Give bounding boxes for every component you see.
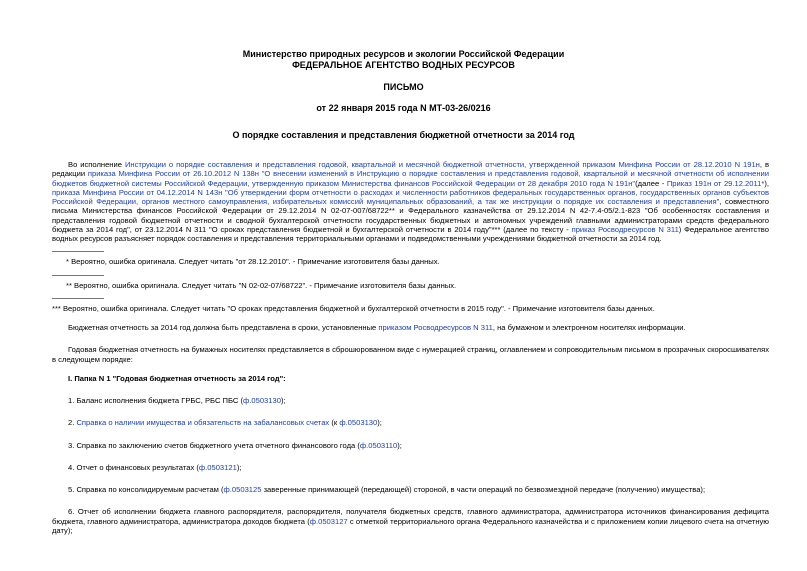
text-run: 3. Справка по заключению счетов бюджетного учета отчетного финансового года ( xyxy=(68,440,360,450)
footnote-divider xyxy=(52,275,104,276)
link-off-balance-certificate[interactable]: Справка о наличии имущества и обязательств на забалансовых счетах xyxy=(76,418,330,428)
spacer xyxy=(52,405,769,418)
text-run: 1. Баланс исполнения бюджета ГРБС, РБС ПБС ( xyxy=(68,396,244,405)
link-order-311-deadlines[interactable]: приказом Росводресурсов N 311 xyxy=(378,323,493,332)
paragraph-paper-format: Годовая бюджетная отчетность на бумажных носителях представляется в сброшюрованном виде с нумерацией страниц, оглавлением и сопроводительным письмом в прозрачных скоросшивателях в следующем порядке: xyxy=(52,345,769,364)
spacer xyxy=(52,450,769,463)
text-run: 5. Справка по консолидируемым расчетам ( xyxy=(68,485,224,494)
text-run: ); xyxy=(236,462,242,472)
document-subject: О порядке составления и представления бюджетной отчетности за 2014 год xyxy=(232,130,575,140)
link-order-311[interactable]: приказ Росводресурсов N 311 xyxy=(571,224,679,234)
footnote-3: *** Вероятно, ошибка оригинала. Следует читать "О сроках представления бюджетной и бухгалтерской отчетности в 2015 году". - Примечание изготовителя базы данных. xyxy=(52,303,655,313)
spacer xyxy=(52,428,769,441)
text-run: ) Федеральное агентство водных ресурсов разъясняет порядок составления и представления территориальными органами и подведомственными учреждениями бюджетной отчетности за 2014 год. xyxy=(52,224,769,243)
spacer xyxy=(52,494,769,507)
link-form-0503121[interactable]: ф.0503121 xyxy=(198,462,237,472)
footnote-2: ** Вероятно, ошибка оригинала. Следует читать "N 02-02-07/68722". - Примечание изготовителя базы данных. xyxy=(66,280,457,290)
footnote-divider xyxy=(52,298,104,299)
link-form-0503130[interactable]: ф.0503130 xyxy=(243,396,281,405)
link-order-143n[interactable]: приказа Минфина России от 04.12.2014 N 143н "Об утверждении форм отчетности о расходах и численности работников федеральных государственных органов, государственных органов субъектов Российской Федерации, органов местного самоуправления, избирательных комиссий муниципальных образований, а так же инструкции о порядке их составления и представления" xyxy=(52,187,769,206)
text-run: Во исполнение xyxy=(68,160,125,169)
list-item-1 xyxy=(52,396,769,405)
list-item-2 xyxy=(52,418,769,427)
agency-name: ФЕДЕРАЛЬНОЕ АГЕНТСТВО ВОДНЫХ РЕСУРСОВ xyxy=(292,60,515,70)
text-run: Бюджетная отчетность за 2014 год должна быть представлена в сроки, установленные xyxy=(68,323,379,332)
text-run: ), xyxy=(764,178,769,188)
list-item-3 xyxy=(52,441,769,450)
text-run: (к xyxy=(329,418,340,428)
text-run: ); xyxy=(377,418,382,428)
list-item-6 xyxy=(52,507,769,535)
footnote-divider xyxy=(52,251,104,252)
document-body xyxy=(52,160,769,535)
text-run: 2. xyxy=(68,418,77,428)
text-run: , в редакции xyxy=(52,160,769,179)
paragraph-deadlines xyxy=(52,323,769,332)
link-form-0503130[interactable]: ф.0503130 xyxy=(339,418,378,428)
text-run: с отметкой территориального органа Федерального казначейства и с приложением копии лицевого счета на отчетную дату); xyxy=(52,516,769,535)
link-order-138n[interactable]: приказа Минфина России от 26.10.2012 N 138н "О внесении изменений в Инструкцию о порядке составления и представления годовой, квартальной и месячной отчетности об исполнении бюджетов бюджетной системы Российской Федерации, утвержденную приказом Министерства финансов Российской Федерации от 28 декабря 2010 года N 191н" xyxy=(52,169,769,188)
text-run: ); xyxy=(397,440,402,450)
list-item-5 xyxy=(52,485,769,494)
spacer xyxy=(52,332,769,345)
text-run: 4. Отчет о финансовых результатах ( xyxy=(68,462,199,472)
text-run: ); xyxy=(280,396,286,405)
link-form-0503110[interactable]: ф.0503110 xyxy=(359,440,398,450)
text-run: заверенные принимающей (передающей) стороной, в части операций по безвозмездной передаче (получению) имущества); xyxy=(261,485,706,494)
section-heading-folder-1: I. Папка N 1 "Годовая бюджетная отчетность за 2014 год": xyxy=(68,373,286,383)
spacer xyxy=(52,364,769,374)
link-form-0503127[interactable]: ф.0503127 xyxy=(309,516,348,526)
link-form-0503125[interactable]: ф.0503125 xyxy=(223,485,262,494)
spacer xyxy=(52,383,769,396)
link-instruction-191n[interactable]: Инструкции о порядке составления и представления годовой, квартальной и месячной бюджетной отчетности, утвержденной приказом Минфина России от 28.12.2010 N 191н xyxy=(124,160,760,169)
text-run: 6. Отчет об исполнении бюджета главного распорядителя, распорядителя, получателя бюджетных средств, главного администратора, администратора источников финансирования дефицита бюджета, главного администратора, администратора доходов бюджета ( xyxy=(52,507,769,526)
list-item-4 xyxy=(52,463,769,472)
paragraph-intro xyxy=(52,160,769,243)
footnote-1: * Вероятно, ошибка оригинала. Следует читать "от 28.12.2010". - Примечание изготовителя базы данных. xyxy=(66,257,440,267)
text-run: , на бумажном и электронном носителях информации. xyxy=(492,323,686,332)
ministry-name: Министерство природных ресурсов и экологии Российской Федерации xyxy=(242,49,565,59)
text-run: , совместного письма Министерства финансов Российской Федерации от 29.12.2014 N 02-07-007/68722** и Федерального казначейства от 29.12.2014 N 42-7.4-05/2.1-823 "Об особенностях составления и представления годовой бюджетной отчетности и сводной бухгалтерской отчетности государственных бюджетных и автономных учреждений главными администраторами средств федерального бюджета за 2014 год", от 23.12.2014 N 311 "О сроках представления бюджетной и бухгалтерской отчетности в 2014 году"*** (далее по тексту - xyxy=(52,197,769,234)
spacer xyxy=(52,472,769,485)
spacer xyxy=(52,313,769,323)
document-date-number: от 22 января 2015 года N МТ-03-26/0216 xyxy=(316,103,491,113)
link-order-191n[interactable]: Приказ 191н от 29.12.2011* xyxy=(666,178,765,188)
text-run: (далее - xyxy=(635,178,667,188)
document-type: ПИСЬМО xyxy=(383,82,424,92)
